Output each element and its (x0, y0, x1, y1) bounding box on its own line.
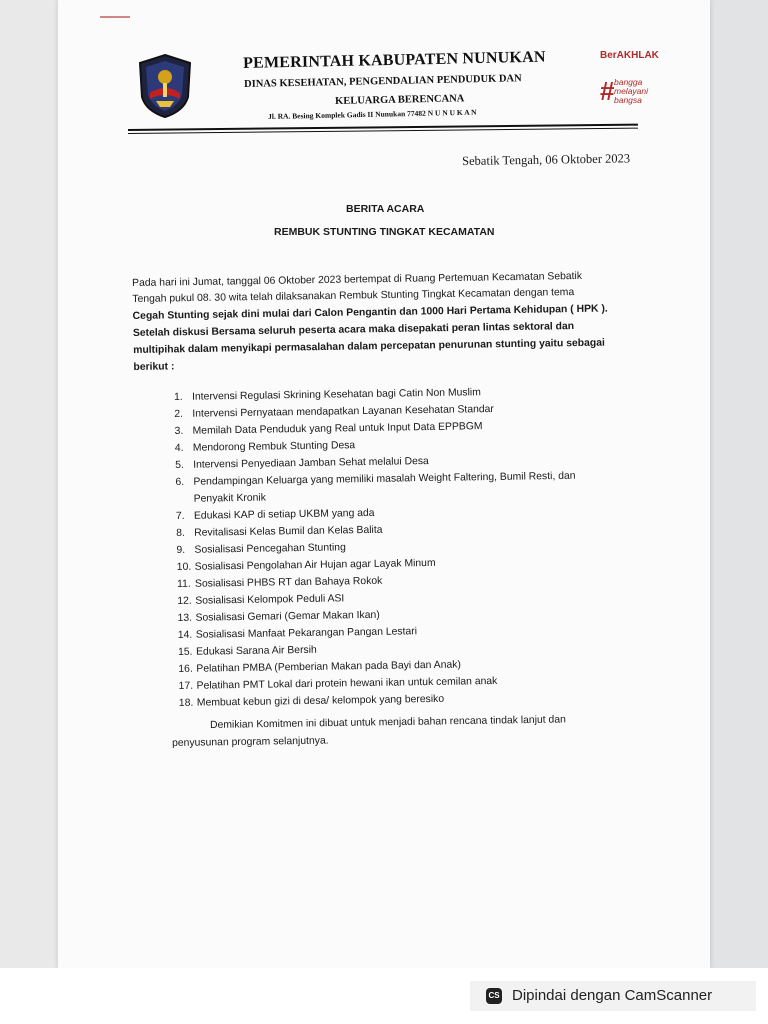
document-title: BERITA ACARA (346, 203, 425, 215)
list-item: 1. Intervensi Regulasi Skrining Kesehatan bagi Catin Non Muslim (174, 387, 481, 403)
list-item: 7. Edukasi KAP di setiap UKBM yang ada (175, 507, 375, 522)
list-item: 9. Sosialisasi Pencegahan Stunting (176, 542, 346, 556)
list-item: 6. Pendampingan Keluarga yang memiliki masalah Weight Faltering, Bumil Resti, dan (175, 470, 576, 488)
camscanner-badge (470, 981, 756, 1011)
tagline-word: melayani (614, 86, 649, 96)
list-item: 10. Sosialisasi Pengolahan Air Hujan agar Layak Minum (176, 557, 436, 573)
closing-line: Demikian Komitmen ini dibuat untuk menjadi bahan rencana tindak lanjut dan (210, 714, 566, 731)
tagline-word: bangsa (614, 95, 642, 105)
ink-mark (100, 16, 130, 18)
paragraph-line: Setelah diskusi Bersama seluruh peserta acara maka disepakati peran lintas sektoral dan (132, 321, 575, 339)
list-item: 4. Mendorong Rembuk Stunting Desa (174, 440, 356, 454)
list-item: 14. Sosialisasi Manfaat Pekarangan Pangan Lestari (177, 626, 418, 641)
list-item: 11. Sosialisasi PHBS RT dan Bahaya Rokok (176, 575, 383, 590)
list-item: 18. Membuat kebun gizi di desa/ kelompok yang beresiko (178, 693, 445, 709)
document-subtitle: REMBUK STUNTING TINGKAT KECAMATAN (274, 226, 495, 238)
closing-line: penyusunan program selanjutnya. (172, 735, 329, 749)
list-item: 3. Memilah Data Penduduk yang Real untuk Input Data EPPBGM (174, 421, 483, 437)
letterhead-address: Jl. RA. Besing Komplek Gadis II Nunukan 77482 N U N U K A N (268, 107, 477, 121)
list-item-continuation: Penyakit Kronik (193, 492, 266, 505)
page-background-edge (710, 0, 768, 968)
list-item: 17. Pelatihan PMT Lokal dari protein hewani ikan untuk cemilan anak (178, 675, 498, 692)
paragraph-line: Tengah pukul 08. 30 wita telah dilaksanakan Rembuk Stunting Tingkat Kecamatan dengan tema (132, 287, 575, 305)
camscanner-icon: CS (486, 988, 502, 1004)
hashtag-icon: # (600, 76, 615, 106)
list-item: 15. Edukasi Sarana Air Bersih (178, 644, 317, 658)
letterhead-department-2: KELUARGA BERENCANA (335, 93, 465, 107)
list-item: 8. Revitalisasi Kelas Bumil dan Kelas Balita (176, 524, 383, 539)
tagline-word: bangga (614, 77, 643, 87)
list-item: 16. Pelatihan PMBA (Pemberian Makan pada Bayi dan Anak) (178, 659, 461, 675)
list-item: 2. Intervensi Pernyataan mendapatkan Layanan Kesehatan Standar (174, 403, 494, 420)
paragraph-line: multipihak dalam menyikapi permasalahan dalam percepatan penurunan stunting yaitu sebagai (133, 337, 605, 356)
berakhlak-wordmark: BerAKHLAK (600, 50, 659, 61)
list-item: 5. Intervensi Penyediaan Jamban Sehat melalui Desa (175, 456, 429, 471)
paragraph-line: berikut : (133, 361, 175, 373)
letterhead-department: DINAS KESEHATAN, PENGENDALIAN PENDUDUK DAN (244, 73, 522, 90)
camscanner-label: Dipindai dengan CamScanner (512, 987, 713, 1004)
letterhead-title: PEMERINTAH KABUPATEN NUNUKAN (243, 48, 546, 72)
regency-emblem-icon (136, 53, 194, 119)
date-line: Sebatik Tengah, 06 Oktober 2023 (462, 151, 631, 168)
list-item: 12. Sosialisasi Kelompok Peduli ASI (177, 593, 345, 607)
paragraph-line-theme: Cegah Stunting sejak dini mulai dari Calon Pengantin dan 1000 Hari Pertama Kehidupan ( HPK ). (132, 303, 608, 322)
berakhlak-logo (600, 44, 660, 114)
list-item: 13. Sosialisasi Gemari (Gemar Makan Ikan) (177, 609, 380, 624)
paragraph-line: Pada hari ini Jumat, tanggal 06 Oktober 2023 bertempat di Ruang Pertemuan Kecamatan Sebatik (132, 270, 583, 289)
